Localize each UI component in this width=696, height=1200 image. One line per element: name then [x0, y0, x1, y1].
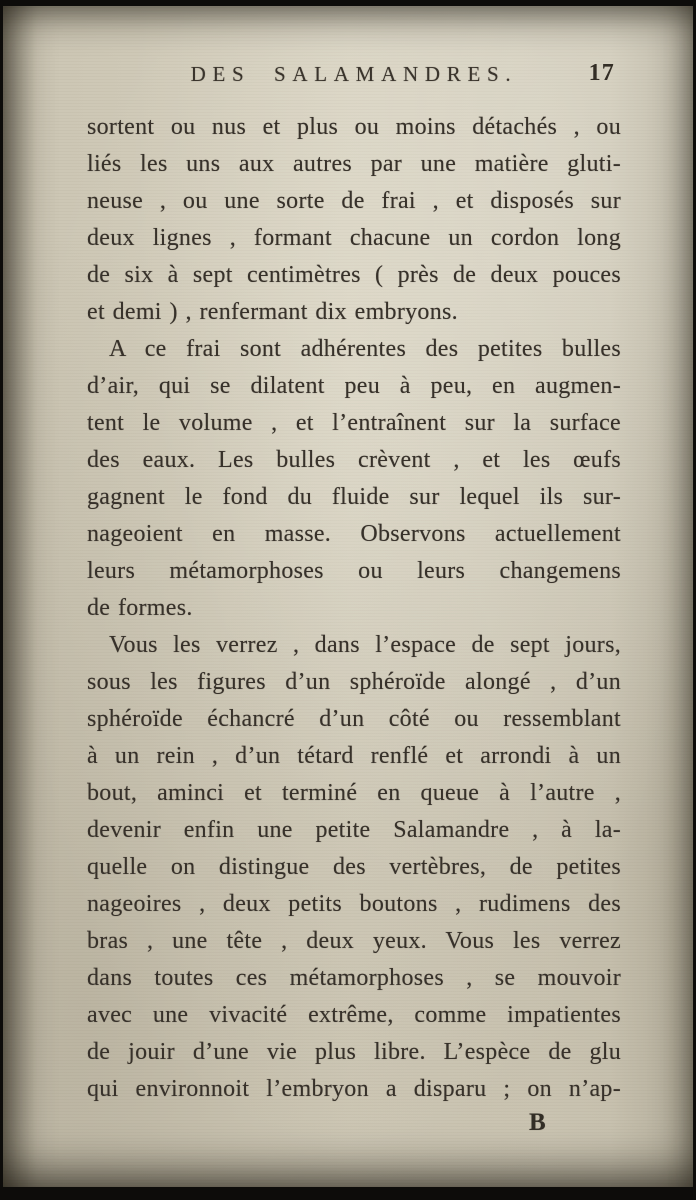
page-inner — [87, 6, 621, 1187]
text-line: leurs métamorphoses ou leurs changemens — [87, 558, 621, 584]
text-line: quelle on distingue des vertèbres, de petites — [87, 854, 621, 880]
page-number: 17 — [588, 60, 615, 86]
text-line: et demi ) , renfermant dix embryons. — [87, 299, 458, 325]
text-line: gagnent le fond du fluide sur lequel ils sur- — [87, 484, 621, 510]
text-line: dans toutes ces métamorphoses , se mouvoir — [87, 965, 621, 991]
text-line: neuse , ou une sorte de frai , et disposés sur — [87, 188, 621, 214]
text-line: nageoient en masse. Observons actuellement — [87, 521, 621, 547]
text-line: Vous les verrez , dans l’espace de sept jours, — [109, 632, 621, 658]
text-line: A ce frai sont adhérentes des petites bulles — [109, 336, 621, 362]
running-title: DES SALAMANDRES. — [190, 62, 518, 86]
text-line: nageoires , deux petits boutons , rudimens des — [87, 891, 621, 917]
text-line: avec une vivacité extrême, comme impatientes — [87, 1002, 621, 1028]
text-line: à un rein , d’un tétard renflé et arrondi à un — [87, 743, 621, 769]
text-line: bout, aminci et terminé en queue à l’autre , — [87, 780, 621, 806]
text-line: sphéroïde échancré d’un côté ou ressemblant — [87, 706, 621, 732]
text-line: bras , une tête , deux yeux. Vous les verrez — [87, 928, 621, 954]
signature-mark: B — [529, 1109, 546, 1136]
text-block — [87, 109, 621, 1108]
text-line: de jouir d’une vie plus libre. L’espèce de glu — [87, 1039, 621, 1065]
text-line: de formes. — [87, 595, 193, 621]
text-line: d’air, qui se dilatent peu à peu, en augmen- — [87, 373, 621, 399]
text-line: deux lignes , formant chacune un cordon long — [87, 225, 621, 251]
text-line: de six à sept centimètres ( près de deux pouces — [87, 262, 621, 288]
text-line: des eaux. Les bulles crèvent , et les œufs — [87, 447, 621, 473]
text-line: sortent ou nus et plus ou moins détachés , ou — [87, 114, 621, 140]
text-line: liés les uns aux autres par une matière gluti- — [87, 151, 621, 177]
text-line: qui environnoit l’embryon a disparu ; on n’ap- — [87, 1076, 621, 1102]
text-line: sous les figures d’un sphéroïde alongé , d’un — [87, 669, 621, 695]
text-line: tent le volume , et l’entraînent sur la surface — [87, 410, 621, 436]
book-page — [3, 6, 693, 1187]
page-header — [87, 62, 621, 106]
text-line: devenir enfin une petite Salamandre , à la- — [87, 817, 621, 843]
